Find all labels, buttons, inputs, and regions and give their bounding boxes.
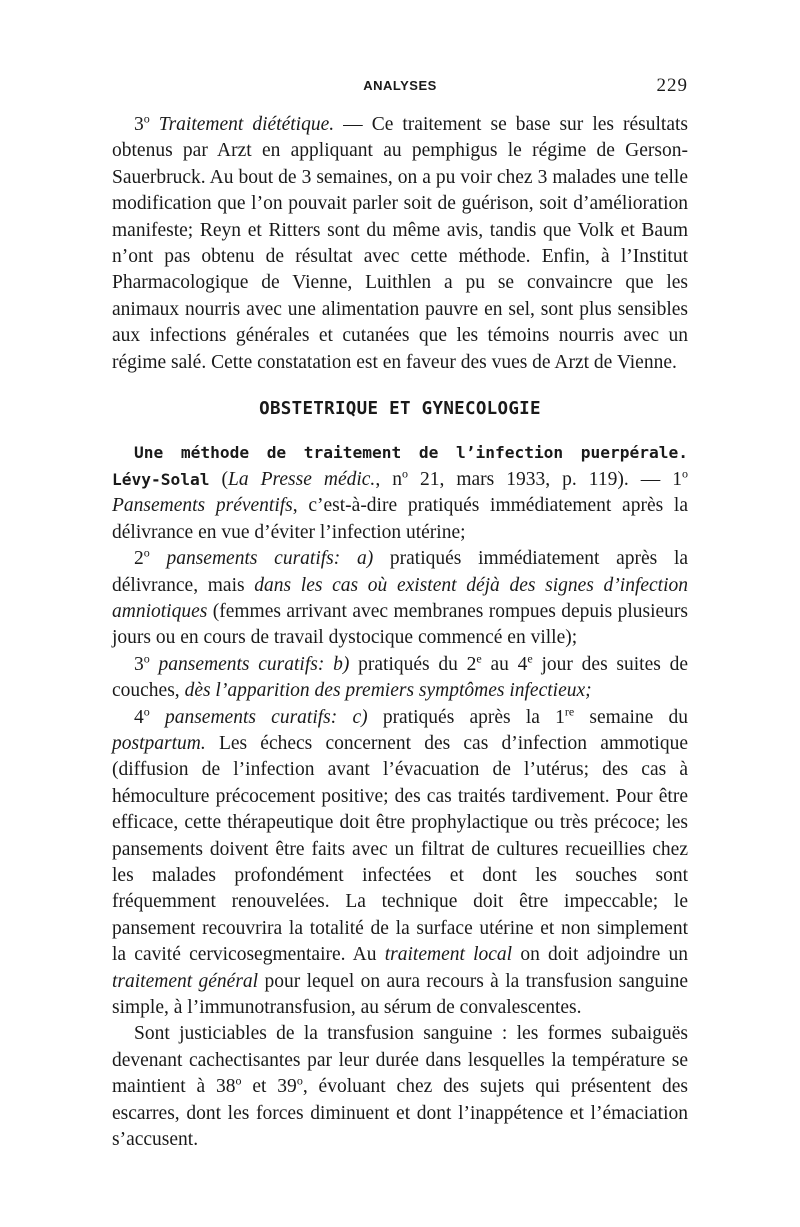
item-4: 4$^o$ pansements curatifs: c) pratiqués après la 1re semaine du postpartum. Les échecs concernent des cas d’infection ammotique (diffusion de l’infection avant l’évacuation de l’utérus; des cas à hémoculture précocement positive; des cas traités tardivement. Pour être efficace, cette thérapeutique doit être prophylactique ou très précoce; les pansements doivent être faits avec un filtrat de cultures recueillies chez les malades profondément infectées et dont les souches sont fréquemment renouvelées. La technique doit être impeccable; le pansement recouvrira la totalité de la surface utérine et non simplement la cavité cervicosegmentaire. Au traitement local on doit adjoindre un traitement général pour lequel on aura recours à la transfusion sanguine simple, à l’immunotransfusion, au sérum de convalescentes.: [112, 704, 689, 1018]
article-author: Lévy-Solal: [112, 469, 210, 489]
item-condition: dans les cas où existent déjà des signes d’infection amniotiques: [112, 574, 689, 622]
item-condition: dès l’apparition des premiers symptômes infectieux;: [184, 680, 592, 702]
item-title: pansements curatifs: b): [158, 653, 350, 675]
paragraph-traitement-dietetique: 3$^o$ Traitement diététique. — Ce traitement se base sur les résultats obtenus par Arzt en appliquant au pemphigus le régime de Gerson-Sauerbruck. Au bout de 3 semaines, on a pu voir chez 3 malades une telle modification que l’on pouvait parler soit de guérison, soit d’amélioration manifeste; Reyn et Ritters sont du même avis, tandis que Volk et Baum n’ont pas obtenu de résultat avec cette méthode. Enfin, à l’Institut Pharmacologique de Vienne, Luithlen a pu se convaincre que les animaux nourris avec une alimentation pauvre en sel, sont plus sensibles aux infections générales et cutanées que les témoins nourris avec un régime salé. Cette constatation est en faveur des vues de Arzt de Vienne.: [112, 111, 689, 373]
article-intro: Une méthode de traitement de l’infection puerpérale. Lévy-Solal (La Presse médic., $n^o$ 21, mars 1933, p. 119). — 1$^o$ Pansements préventifs, c’est-à-dire pratiqués immédiatement après la délivrance en vue d’éviter l’infection utérine;: [112, 443, 688, 543]
local-treatment-term: traitement local: [384, 944, 513, 966]
item-2: 2$^o$ pansements curatifs: a) pratiqués immédiatement après la délivrance, mais dans les cas où existent déjà des signes d’infection amniotiques (femmes arrivant avec membranes rompues depuis plusieurs jours ou en cours de travail dystocique commencé en ville);: [112, 545, 689, 649]
paragraph-transfusion: Sont justiciables de la transfusion sanguine : les formes subaiguës devenant cachectisantes par leur durée dans lesquelles la température se maintient à 38$^o$ et 39$^o$, évoluant chez des sujets qui présentent des escarres, dont les forces diminuent et dont l’inappétence et l’émaciation s’accusent.: [112, 1023, 688, 1151]
item-title: pansements curatifs: c): [164, 706, 368, 728]
item-title: Pansements préventifs: [112, 495, 293, 517]
postpartum-term: postpartum.: [112, 732, 206, 754]
running-header: [112, 75, 688, 100]
general-treatment-term: traitement général: [112, 970, 259, 992]
header-title: ANALYSES: [363, 78, 437, 93]
item-3: 3$^o$ pansements curatifs: b) pratiqués du 2e au 4e jour des suites de couches, dès l’apparition des premiers symptômes infectieux;: [112, 651, 689, 702]
body-text: [112, 112, 688, 1153]
page-number: 229: [656, 75, 688, 96]
article-title: Une méthode de traitement de l’infection puerpérale.: [134, 443, 688, 463]
section-heading: OBSTETRIQUE ET GYNECOLOGIE: [259, 399, 541, 420]
item-title: pansements curatifs: a): [166, 548, 374, 570]
subsection-title: Traitement diététique.: [158, 114, 335, 135]
journal-name: La Presse médic.: [227, 468, 376, 490]
